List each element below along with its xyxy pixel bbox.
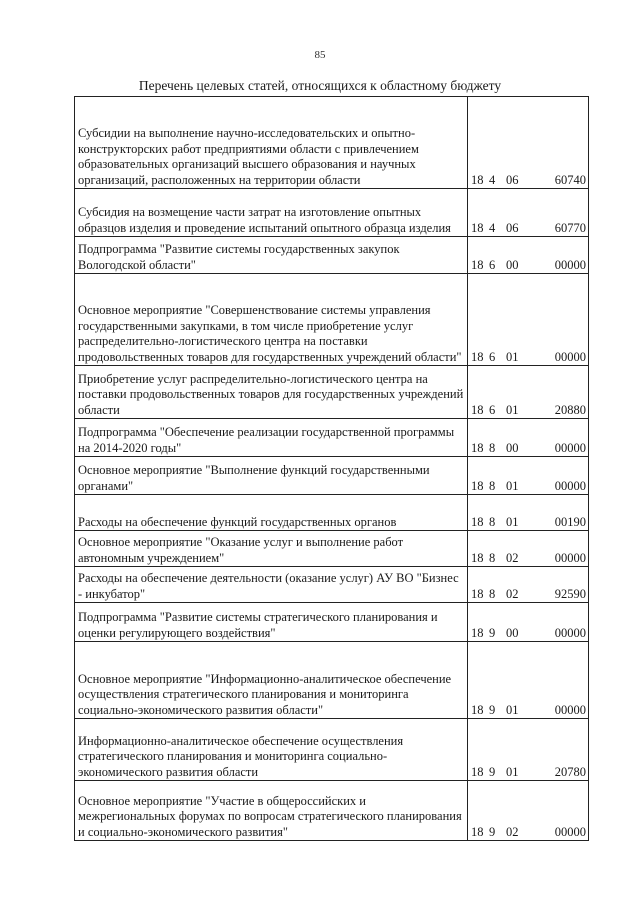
row-description: Основное мероприятие "Выполнение функций государственными органами" — [75, 457, 468, 495]
code-direction: 00000 — [554, 349, 586, 364]
code-subprogram: 8 — [489, 586, 496, 601]
code-program: 18 — [471, 702, 484, 717]
code-subprogram: 8 — [489, 478, 496, 493]
code-event: 01 — [506, 402, 519, 417]
code-program: 18 — [471, 349, 484, 364]
row-description: Подпрограмма "Обеспечение реализации государственной программы на 2014-2020 годы" — [75, 419, 468, 457]
row-code — [468, 274, 589, 366]
table-row — [75, 457, 589, 495]
row-description: Основное мероприятие "Информационно-аналитическое обеспечение осуществления стратегического планирования и мониторинга социально-экономического развития области" — [75, 642, 468, 719]
code-direction: 92590 — [554, 586, 586, 601]
code-direction: 00000 — [554, 824, 586, 839]
code-direction: 60740 — [554, 172, 586, 187]
code-event: 01 — [506, 764, 519, 779]
row-description: Приобретение услуг распределительно-логистического центра на поставки продовольственных товаров для государственных учреждений области — [75, 366, 468, 419]
row-code — [468, 457, 589, 495]
code-event: 01 — [506, 702, 519, 717]
code-program: 18 — [471, 402, 484, 417]
code-direction: 00190 — [554, 514, 586, 529]
row-description: Информационно-аналитическое обеспечение осуществления стратегического планирования и мониторинга социально-экономического развития области — [75, 719, 468, 781]
code-direction: 00000 — [554, 440, 586, 455]
row-description: Субсидии на выполнение научно-исследовательских и опытно-конструкторских работ предприятиями области с привлечением образовательных организаций высшего образования и научных организаций, расположенных на территории области — [75, 97, 468, 189]
row-code — [468, 719, 589, 781]
row-code — [468, 495, 589, 531]
row-description: Основное мероприятие "Совершенствование системы управления государственными закупками, в том числе приобретение услуг распределительно-логистического центра на поставки продовольственных товаров для государственных учреждений области" — [75, 274, 468, 366]
code-direction: 00000 — [554, 625, 586, 640]
row-code — [468, 603, 589, 642]
table-row — [75, 97, 589, 189]
row-code — [468, 531, 589, 567]
row-code — [468, 781, 589, 841]
code-event: 02 — [506, 586, 519, 601]
row-code — [468, 189, 589, 237]
code-subprogram: 8 — [489, 440, 496, 455]
table-row — [75, 495, 589, 531]
code-event: 06 — [506, 172, 519, 187]
row-description: Расходы на обеспечение деятельности (оказание услуг) АУ ВО "Бизнес - инкубатор" — [75, 567, 468, 603]
code-direction: 60770 — [554, 220, 586, 235]
table-row — [75, 274, 589, 366]
code-subprogram: 8 — [489, 514, 496, 529]
row-code — [468, 419, 589, 457]
code-subprogram: 9 — [489, 824, 496, 839]
code-event: 02 — [506, 824, 519, 839]
code-program: 18 — [471, 824, 484, 839]
code-subprogram: 4 — [489, 220, 496, 235]
code-event: 01 — [506, 478, 519, 493]
code-program: 18 — [471, 514, 484, 529]
row-code — [468, 237, 589, 274]
code-subprogram: 9 — [489, 702, 496, 717]
code-subprogram: 9 — [489, 764, 496, 779]
page-title: Перечень целевых статей, относящихся к областному бюджету — [138, 78, 502, 93]
code-subprogram: 9 — [489, 625, 496, 640]
code-subprogram: 6 — [489, 257, 496, 272]
table-row — [75, 642, 589, 719]
page-number: 85 — [314, 49, 326, 61]
code-program: 18 — [471, 586, 484, 601]
row-code — [468, 567, 589, 603]
table-row — [75, 237, 589, 274]
row-code — [468, 366, 589, 419]
code-event: 01 — [506, 514, 519, 529]
row-code — [468, 642, 589, 719]
code-subprogram: 6 — [489, 349, 496, 364]
code-direction: 00000 — [554, 550, 586, 565]
code-direction: 20780 — [554, 764, 586, 779]
row-code — [468, 97, 589, 189]
code-program: 18 — [471, 220, 484, 235]
code-program: 18 — [471, 625, 484, 640]
table-row — [75, 567, 589, 603]
table-row — [75, 531, 589, 567]
table-row — [75, 719, 589, 781]
row-description: Расходы на обеспечение функций государственных органов — [75, 495, 468, 531]
code-subprogram: 8 — [489, 550, 496, 565]
code-event: 00 — [506, 257, 519, 272]
code-direction: 00000 — [554, 257, 586, 272]
table-row — [75, 366, 589, 419]
table-row — [75, 781, 589, 841]
row-description: Подпрограмма "Развитие системы государственных закупок Вологодской области" — [75, 237, 468, 274]
code-direction: 00000 — [554, 702, 586, 717]
code-program: 18 — [471, 257, 484, 272]
table-row — [75, 189, 589, 237]
row-description: Субсидия на возмещение части затрат на изготовление опытных образцов изделия и проведение испытаний опытного образца изделия — [75, 189, 468, 237]
code-event: 06 — [506, 220, 519, 235]
code-program: 18 — [471, 172, 484, 187]
table-row — [75, 419, 589, 457]
row-description: Подпрограмма "Развитие системы стратегического планирования и оценки регулирующего воздействия" — [75, 603, 468, 642]
table-body — [75, 97, 589, 841]
code-direction: 20880 — [554, 402, 586, 417]
table-row — [75, 603, 589, 642]
code-program: 18 — [471, 440, 484, 455]
code-event: 00 — [506, 625, 519, 640]
code-program: 18 — [471, 478, 484, 493]
code-event: 01 — [506, 349, 519, 364]
code-program: 18 — [471, 764, 484, 779]
code-subprogram: 4 — [489, 172, 496, 187]
code-subprogram: 6 — [489, 402, 496, 417]
row-description: Основное мероприятие "Участие в общероссийских и межрегиональных форумах по вопросам стратегического планирования и социально-экономического развития" — [75, 781, 468, 841]
code-event: 02 — [506, 550, 519, 565]
target-articles-table — [74, 96, 589, 841]
code-direction: 00000 — [554, 478, 586, 493]
code-event: 00 — [506, 440, 519, 455]
row-description: Основное мероприятие "Оказание услуг и выполнение работ автономным учреждением" — [75, 531, 468, 567]
code-program: 18 — [471, 550, 484, 565]
